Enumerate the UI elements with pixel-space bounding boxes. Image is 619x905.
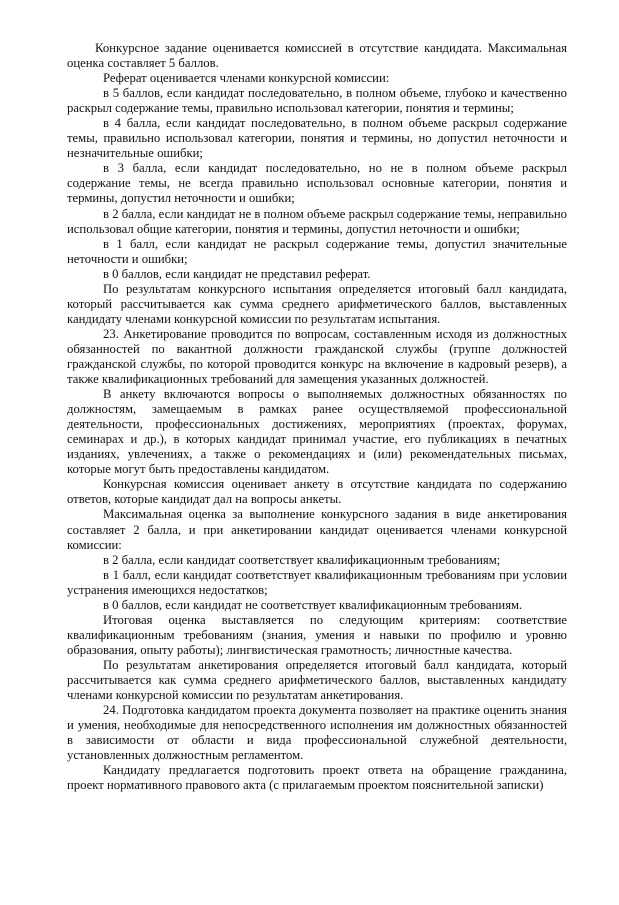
paragraph-essay-evaluation-intro: Реферат оценивается членами конкурсной комиссии: bbox=[103, 71, 390, 86]
paragraph-score-2: в 2 балла, если кандидат не в полном объеме раскрыл содержание темы, неправильно использовал общие категории, понятия и термины, допустил неточности и ошибки; bbox=[67, 206, 567, 236]
paragraph-score-4: в 4 балла, если кандидат последовательно, в полном объеме раскрыл содержание темы, правильно использовал категории, понятия и термины, но допустил неточности и незначительные ошибки; bbox=[67, 116, 567, 161]
paragraph-score-1: в 1 балл, если кандидат не раскрыл содержание темы, допустил значительные неточности и ошибки; bbox=[67, 236, 567, 266]
paragraph-questionnaire-max-score: Максимальная оценка за выполнение конкурсного задания в виде анкетирования составляет 2 балла, и при анкетировании кандидат оценивается членами конкурсной комиссии: bbox=[67, 507, 567, 552]
paragraph-q-score-2: в 2 балла, если кандидат соответствует квалификационным требованиям; bbox=[103, 552, 501, 567]
paragraph-q-score-0: в 0 баллов, если кандидат не соответствует квалификационным требованиям. bbox=[103, 597, 523, 612]
paragraph-section-23: 23. Анкетирование проводится по вопросам, составленным исходя из должностных обязанностей по вакантной должности гражданской службы (группе должностей гражданской службы, по которой проводится конкурс на включение в кадровый резерв), а также квалификационных требований для замещения указанных должностей. bbox=[67, 326, 567, 387]
document-page bbox=[67, 41, 567, 793]
paragraph-draft-assignment: Кандидату предлагается подготовить проект ответа на обращение гражданина, проект нормативного правового акта (с прилагаемым проектом пояснительной записки) bbox=[67, 763, 567, 793]
paragraph-section-24: 24. Подготовка кандидатом проекта документа позволяет на практике оценить знания и умения, необходимые для непосредственного исполнения им должностных обязанностей в зависимости от области и вида профессиональной служебной деятельности, установленных должностным регламентом. bbox=[67, 703, 567, 763]
paragraph-score-5: в 5 баллов, если кандидат последовательно, в полном объеме, глубоко и качественно раскрыл содержание темы, правильно использовал категории, понятия и термины; bbox=[67, 86, 567, 116]
paragraph-questionnaire-final-score: По результатам анкетирования определяется итоговый балл кандидата, который рассчитывается как сумма среднего арифметического баллов, выставленных кандидату членами конкурсной комиссии по результатам анкетирования. bbox=[67, 657, 567, 703]
paragraph-q-score-1: в 1 балл, если кандидат соответствует квалификационным требованиям при условии устранения имеющихся недостатков; bbox=[67, 567, 567, 597]
paragraph-score-3: в 3 балла, если кандидат последовательно, но не в полном объеме раскрыл содержание темы, не всегда правильно использовал основные категории, понятия и термины, допустил неточности и ошибки; bbox=[67, 161, 567, 206]
paragraph-final-criteria: Итоговая оценка выставляется по следующим критериям: соответствие квалификационным требованиям (знания, умения и навыки по профилю и уровню образования, опыту работы); лингвистическая грамотность; личностные качества. bbox=[67, 612, 567, 657]
paragraph-score-0: в 0 баллов, если кандидат не представил реферат. bbox=[103, 266, 371, 281]
paragraph-questionnaire-evaluation: Конкурсная комиссия оценивает анкету в отсутствие кандидата по содержанию ответов, которые кандидат дал на вопросы анкеты. bbox=[67, 477, 567, 507]
paragraph-essay-final-score: По результатам конкурсного испытания определяется итоговый балл кандидата, который рассчитывается как сумма среднего арифметического баллов, выставленных кандидату членами конкурсной комиссии по результатам испытания. bbox=[67, 281, 567, 326]
paragraph-questionnaire-contents: В анкету включаются вопросы о выполняемых должностных обязанностях по должностям, замещаемым в рамках ранее осуществляемой профессиональной деятельности, профессиональных достижениях, мероприятиях (проектах, форумах, семинарах и др.), в которых кандидат принимал участие, его публикациях в печатных изданиях, увлечениях, а также о рекомендациях и (или) рекомендательных письмах, которые могут быть предоставлены кандидатом. bbox=[67, 387, 567, 477]
paragraph-assignment-evaluation: Конкурсное задание оценивается комиссией в отсутствие кандидата. Максимальная оценка составляет 5 баллов. bbox=[67, 41, 567, 71]
